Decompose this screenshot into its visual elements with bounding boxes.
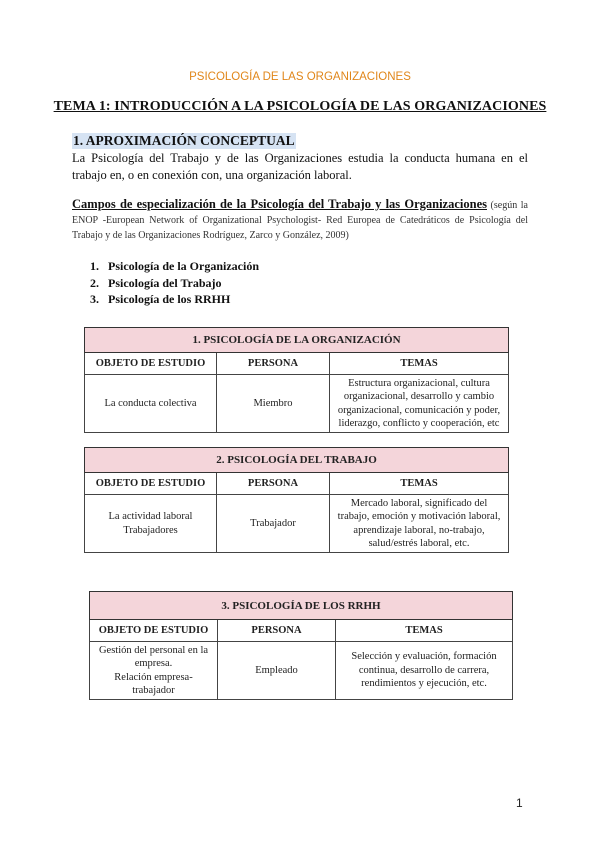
cell-objeto: La conducta colectiva: [85, 375, 217, 433]
cell-temas: Selección y evaluación, formación continua, desarrollo de carrera, rendimientos y ejecución, etc.: [336, 642, 513, 700]
section-title: 1. APROXIMACIÓN CONCEPTUAL: [73, 133, 295, 148]
cell-persona: Empleado: [218, 642, 336, 700]
cell-temas: Estructura organizacional, cultura organizacional, desarrollo y cambio organizacional, comunicación y poder, liderazgo, conflicto y cooperación, etc: [330, 375, 509, 433]
col-header-objeto: OBJETO DE ESTUDIO: [90, 620, 218, 642]
col-header-persona: PERSONA: [218, 620, 336, 642]
list-item: [90, 258, 259, 275]
list-number: 2.: [90, 275, 99, 290]
cell-objeto: La actividad laboral Trabajadores: [85, 495, 217, 553]
table-psicologia-organizacion: [84, 327, 509, 433]
section-paragraph: La Psicología del Trabajo y de las Organizaciones estudia la conducta humana en el trabajo en, o en conexión con, una organización laboral.: [72, 151, 528, 182]
fields-list: [90, 258, 259, 308]
cell-persona: Miembro: [217, 375, 330, 433]
list-item: [90, 291, 259, 308]
col-header-objeto: OBJETO DE ESTUDIO: [85, 353, 217, 375]
col-header-temas: TEMAS: [330, 353, 509, 375]
col-header-objeto: OBJETO DE ESTUDIO: [85, 473, 217, 495]
cell-objeto: [90, 642, 218, 700]
list-label: Psicología de los RRHH: [108, 292, 231, 306]
list-label: Psicología de la Organización: [108, 259, 259, 273]
table-title: 3. PSICOLOGÍA DE LOS RRHH: [90, 592, 513, 620]
list-item: [90, 275, 259, 292]
table-title: 1. PSICOLOGÍA DE LA ORGANIZACIÓN: [85, 328, 509, 353]
list-label: Psicología del Trabajo: [108, 275, 222, 290]
page-number: 1: [516, 796, 523, 810]
cell-objeto-line: Gestión del personal en la empresa.: [98, 644, 209, 669]
campos-title: Campos de especialización de la Psicología del Trabajo y las Organizaciones: [72, 197, 487, 211]
campos-paragraph: [72, 197, 528, 243]
table-psicologia-trabajo: [84, 447, 509, 553]
list-number: 1.: [90, 259, 99, 273]
campos-note: (según la ENOP -European Network of Organizational Psychologist- Red Europea de Catedráticos de Psicología del Trabajo y de las Organizaciones Rodríguez, Zarco y González, 2009): [72, 200, 528, 241]
table-title: 2. PSICOLOGÍA DEL TRABAJO: [85, 448, 509, 473]
col-header-persona: PERSONA: [217, 353, 330, 375]
tema-title: TEMA 1: INTRODUCCIÓN A LA PSICOLOGÍA DE LAS ORGANIZACIONES: [53, 99, 547, 114]
cell-temas: Mercado laboral, significado del trabajo, emoción y motivación laboral, aprendizaje laboral, no-trabajo, salud/estrés laboral, etc.: [330, 495, 509, 553]
cell-persona: Trabajador: [217, 495, 330, 553]
col-header-temas: TEMAS: [330, 473, 509, 495]
table-psicologia-rrhh: [89, 591, 513, 700]
col-header-persona: PERSONA: [217, 473, 330, 495]
document-header: PSICOLOGÍA DE LAS ORGANIZACIONES: [189, 71, 411, 83]
list-number: 3.: [90, 292, 99, 306]
cell-objeto-line: Relación empresa-trabajador: [114, 671, 193, 696]
col-header-temas: TEMAS: [336, 620, 513, 642]
